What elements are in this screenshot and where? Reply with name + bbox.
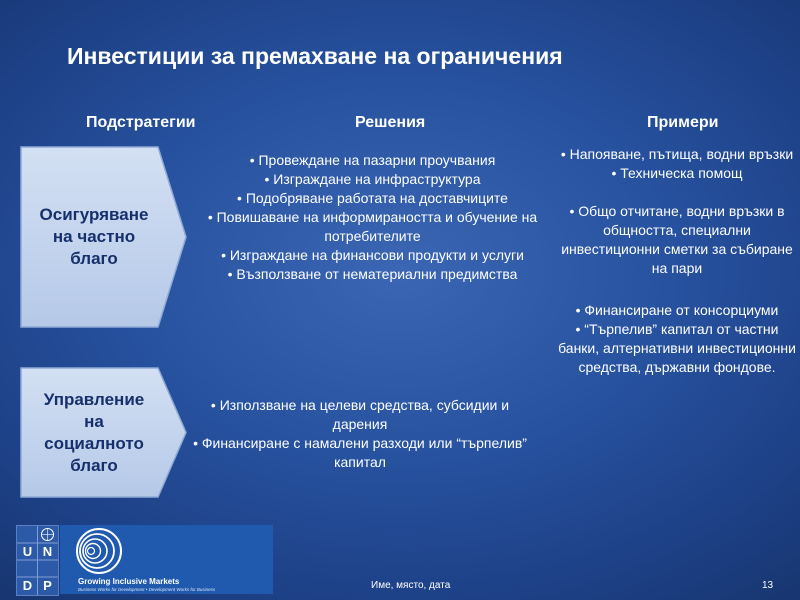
solutions-list-social-good: [190, 396, 530, 472]
column-header-substrategies: Подстратегии: [86, 114, 196, 131]
list-item: • Финансиране с намалени разходи или “търпелив” капитал: [193, 435, 527, 470]
undp-letter: U: [22, 544, 33, 559]
list-item: • Изграждане на инфраструктура: [264, 171, 481, 187]
label-line: благо: [70, 455, 118, 475]
list-item: • Повишаване на информираността и обучение на потребителите: [207, 209, 538, 244]
substrategy-label: [20, 146, 168, 328]
list-item: • Финансиране от консорциуми: [575, 302, 779, 318]
solutions-list-private-good: [190, 151, 555, 284]
slide-title: Инвестиции за премахване на ограничения: [67, 43, 563, 69]
list-item: • Провеждане на пазарни проучвания: [249, 152, 496, 168]
list-item: • Изграждане на финансови продукти и услуги: [221, 247, 524, 263]
label-line: благо: [70, 249, 118, 268]
label-line: на: [84, 411, 104, 431]
substrategy-private-good-arrow: [20, 146, 188, 328]
label-line: Управление: [43, 389, 145, 409]
list-item: • Общо отчитане, водни връзки в общността, специални инвестиционни сметки за събиране на пари: [561, 203, 793, 276]
column-header-solutions: Решения: [355, 114, 426, 131]
list-item: • Използване на целеви средства, субсидии и дарения: [210, 397, 510, 432]
column-header-examples: Примери: [647, 114, 719, 131]
brand-tagline: Business Works for Development • Development Works for Business: [78, 587, 216, 592]
undp-letter: P: [43, 578, 52, 593]
growing-inclusive-markets-logo: [60, 525, 273, 594]
page-number: 13: [762, 580, 774, 591]
substrategy-social-good-arrow: [20, 367, 188, 498]
list-item: • Подобряване работата на доставчиците: [237, 190, 508, 206]
label-line: на частно: [52, 227, 136, 246]
substrategy-label: [20, 367, 168, 498]
label-line: Осигуряване: [39, 205, 149, 224]
undp-letter: D: [22, 578, 33, 593]
list-item: • Възползване от нематериални предимства: [227, 266, 518, 282]
spiral-logo-icon: [66, 525, 136, 577]
label-line: социалното: [44, 433, 144, 453]
examples-list: [556, 145, 798, 377]
undp-letter: N: [42, 544, 53, 559]
list-item: • Техническа помощ: [611, 165, 743, 181]
undp-letters: [17, 526, 58, 595]
brand-title: Growing Inclusive Markets: [78, 577, 180, 586]
list-item: • “Търпелив” капитал от частни банки, алтернативни инвестиционни средства, държавни фондове.: [558, 321, 796, 375]
undp-logo: [16, 525, 59, 596]
list-item: • Напояване, пътища, водни връзки: [560, 146, 794, 162]
footer-place-date: Име, място, дата: [371, 580, 451, 591]
